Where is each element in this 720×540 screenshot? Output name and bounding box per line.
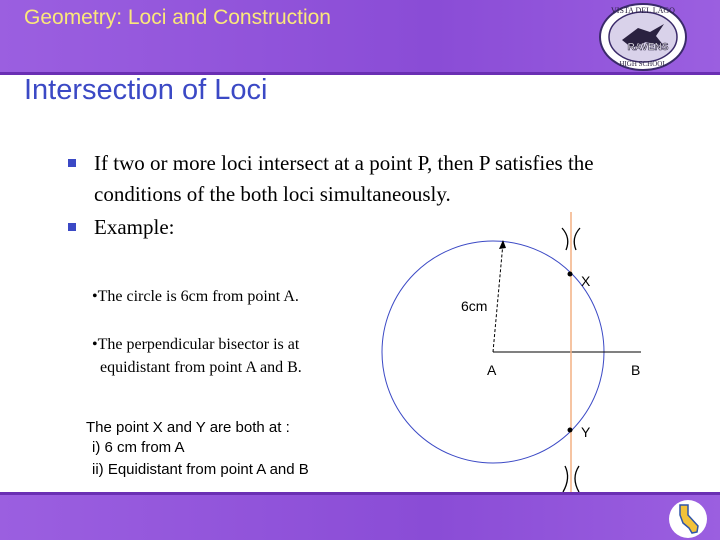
note-bisector-continued: equidistant from point A and B. bbox=[100, 359, 302, 376]
point-x-label: X bbox=[581, 273, 591, 289]
summary-item-1: i) 6 cm from A bbox=[92, 439, 185, 456]
arc-mark-bottom-left bbox=[563, 466, 568, 492]
bullet-definition-text: If two or more loci intersect at a point P, then P satisfies the conditions of the both loci simultaneously. bbox=[94, 151, 594, 206]
header-title: Geometry: Loci and Construction bbox=[24, 6, 331, 29]
slide-title: Intersection of Loci bbox=[24, 74, 268, 106]
note-circle: •The circle is 6cm from point A. bbox=[92, 288, 299, 305]
point-b-label: B bbox=[631, 362, 641, 378]
radius-line bbox=[493, 243, 503, 352]
footer-bar bbox=[0, 495, 720, 540]
logo-top-text: VISTA DEL LAGO bbox=[611, 6, 675, 15]
radius-label: 6cm bbox=[461, 298, 488, 314]
point-x-dot bbox=[568, 272, 573, 277]
point-y-label: Y bbox=[581, 424, 591, 440]
logo-middle-text: RAVENS bbox=[627, 42, 669, 53]
point-y-dot bbox=[568, 428, 573, 433]
arc-mark-top-left bbox=[562, 228, 568, 250]
summary-item-2: ii) Equidistant from point A and B bbox=[92, 461, 309, 478]
note-bisector: •The perpendicular bisector is at bbox=[92, 336, 300, 353]
arc-mark-top-right bbox=[574, 228, 580, 250]
logo-bottom-text: HIGH SCHOOL bbox=[619, 60, 667, 68]
point-a-label: A bbox=[487, 362, 497, 378]
arc-mark-bottom-right bbox=[575, 466, 579, 492]
california-state-icon bbox=[668, 499, 708, 539]
summary-heading: The point X and Y are both at : bbox=[86, 419, 290, 436]
bullet-example-text: Example: bbox=[94, 215, 175, 239]
